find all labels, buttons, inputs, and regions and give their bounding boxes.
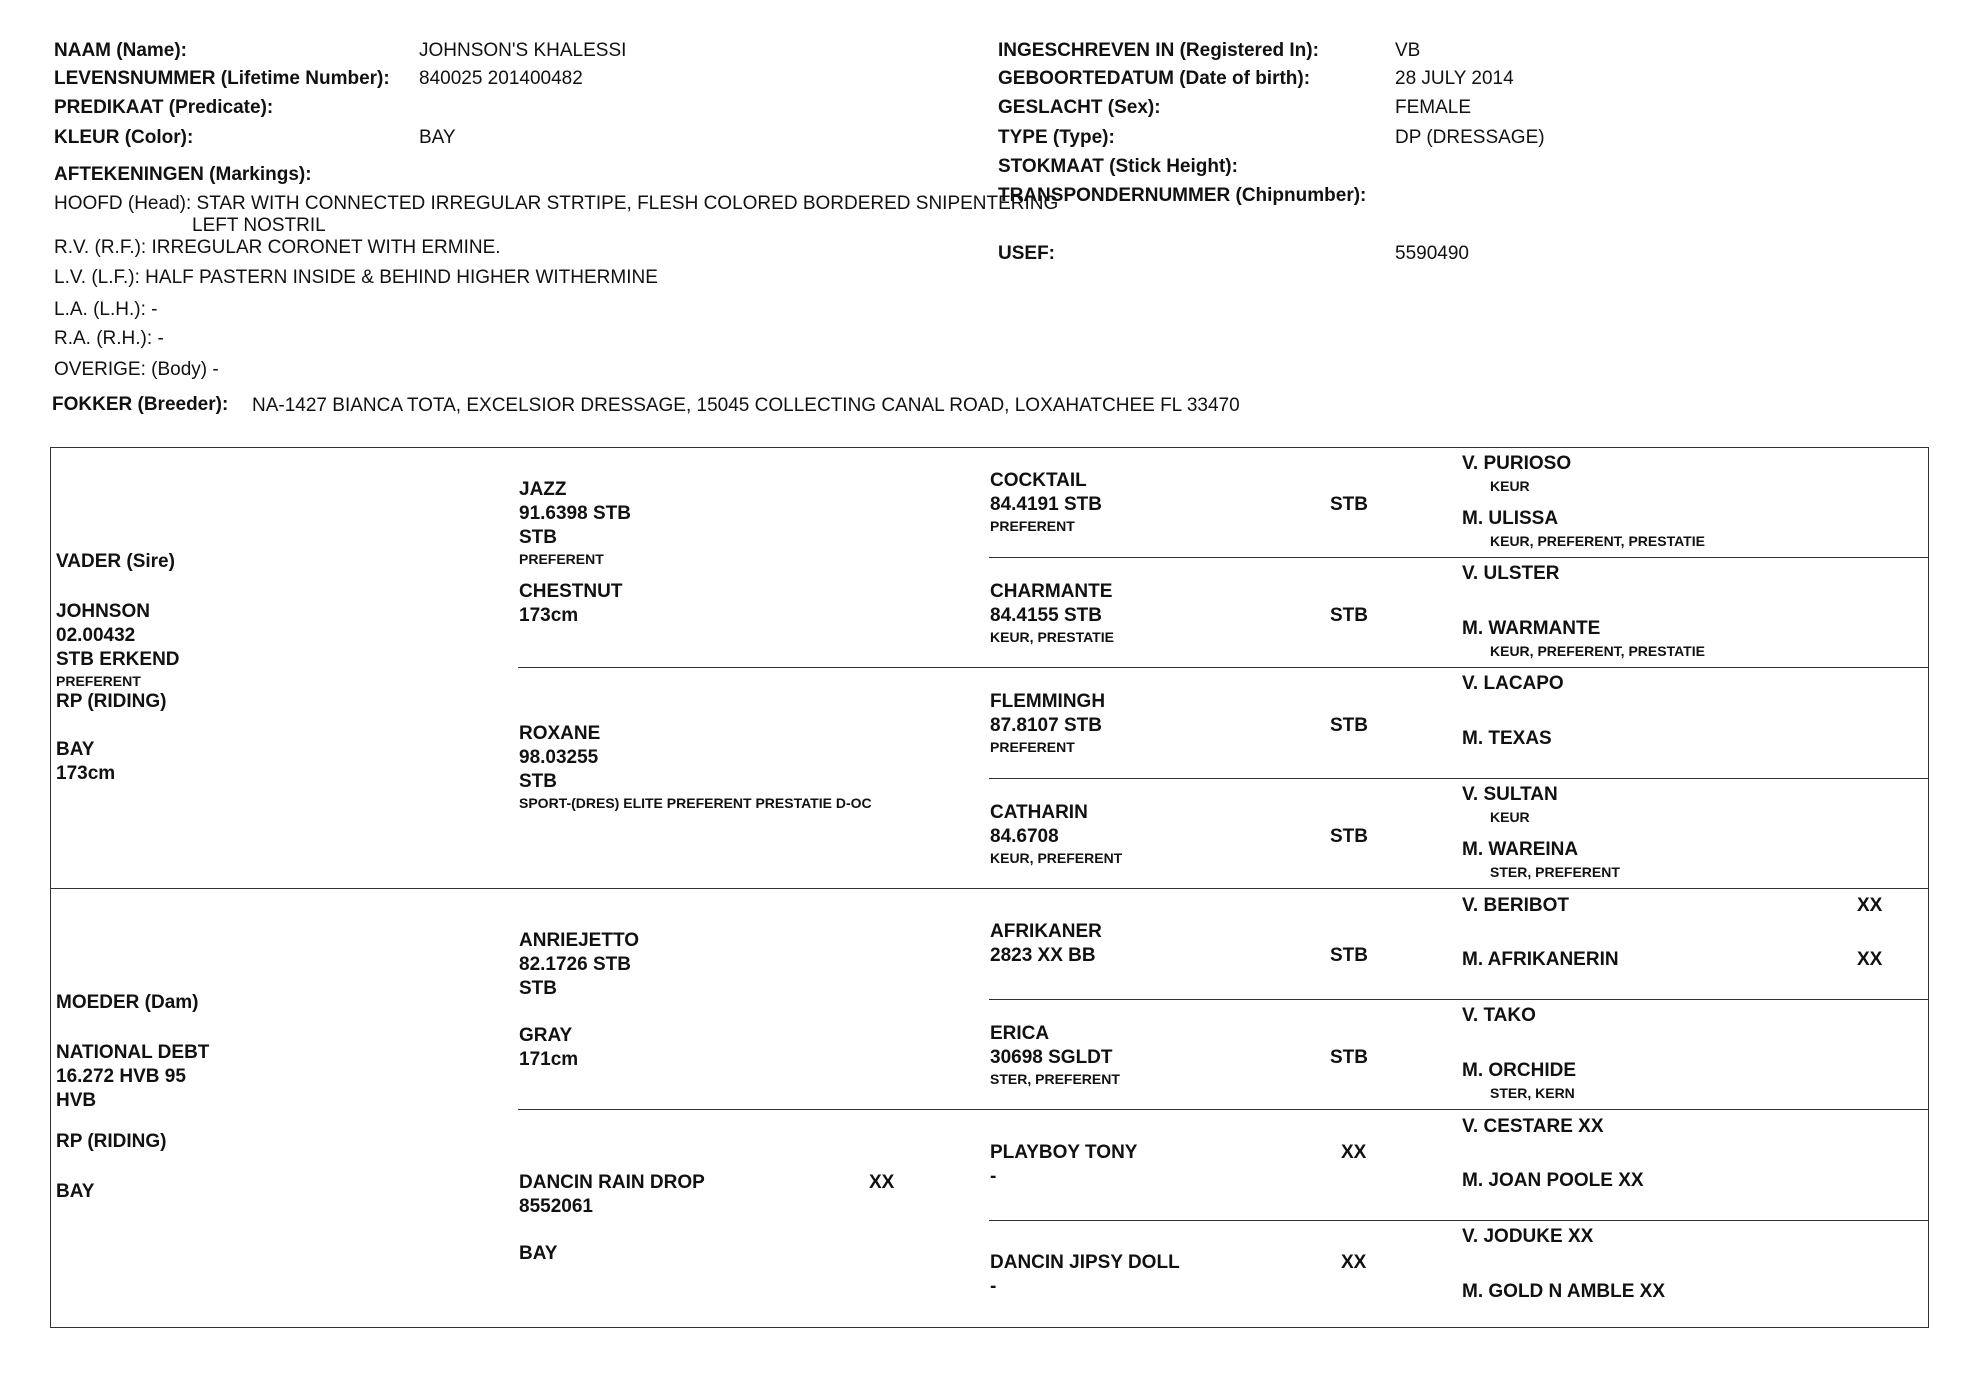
sire-studbook: STB ERKEND [56,649,180,670]
ggp-number: 84.6708 [990,826,1059,847]
grandparent-color: GRAY [519,1025,573,1046]
gggp-sire-4-predicate: KEUR [1490,809,1530,825]
gggp-dam-5: M. AFRIKANERIN [1462,949,1619,970]
gggp-sire-8: V. JODUKE XX [1462,1226,1594,1247]
sire-color: BAY [56,739,95,760]
dam-number: 16.272 HVB 95 [56,1066,186,1087]
ggp-number: 2823 XX BB [990,945,1096,966]
gggp-sire-5-xx: XX [1857,895,1883,916]
great-grandparent-1 [990,469,1102,535]
gggp-dam-5-xx: XX [1857,949,1883,970]
color-value: BAY [419,127,456,148]
gggp-dam-4: M. WAREINA [1462,839,1579,860]
sex-label: GESLACHT (Sex): [998,97,1161,118]
grandparent-1 [519,478,631,628]
ggp-number: 84.4155 STB [990,605,1102,626]
ggp-number: - [990,1276,997,1297]
grandparent-number: 8552061 [519,1196,593,1217]
sire-block [56,550,180,786]
gggp-dam-4-predicate: STER, PREFERENT [1490,864,1620,880]
grandparent-color: BAY [519,1243,558,1264]
grandparent-2 [519,722,872,812]
gggp-sire-5: V. BERIBOT [1462,895,1569,916]
gggp-sire-2: V. ULSTER [1462,563,1560,584]
gggp-dam-2-predicate: KEUR, PREFERENT, PRESTATIE [1490,643,1705,659]
type-value: DP (DRESSAGE) [1395,127,1545,148]
ggp-name: CHARMANTE [990,581,1113,602]
ggp-name: COCKTAIL [990,470,1087,491]
sex-value: FEMALE [1395,97,1472,118]
type-label: TYPE (Type): [998,127,1115,148]
gggp-sire-1-predicate: KEUR [1490,478,1530,494]
grandparent-4-xx: XX [869,1172,895,1193]
grandparent-3 [519,929,639,1072]
grandparent-studbook: STB [519,527,557,548]
marking-left-fore: L.V. (L.F.): HALF PASTERN INSIDE & BEHIND HIGHER WITHERMINE [54,267,658,288]
grandparent-number: 82.1726 STB [519,954,631,975]
name-value: JOHNSON'S KHALESSI [419,40,627,61]
great-grandparent-8 [990,1251,1180,1299]
date-of-birth-value: 28 JULY 2014 [1395,68,1514,89]
gggp-dam-3: M. TEXAS [1462,728,1552,749]
divider-gen2-upper [518,667,1929,668]
grandparent-studbook: STB [519,771,557,792]
grandparent-name: ROXANE [519,723,601,744]
marking-head: HOOFD (Head): STAR WITH CONNECTED IRREGULAR STRTIPE, FLESH COLORED BORDERED SNIPENTERING [54,193,1059,214]
gggp-dam-2: M. WARMANTE [1462,618,1601,639]
dam-type: RP (RIDING) [56,1131,167,1152]
breeder-value: NA-1427 BIANCA TOTA, EXCELSIOR DRESSAGE, 15045 COLLECTING CANAL ROAD, LOXAHATCHEE FL 33470 [252,395,1240,416]
grandparent-name: DANCIN RAIN DROP [519,1172,705,1193]
sire-title: VADER (Sire) [56,551,175,572]
registered-in-label: INGESCHREVEN IN (Registered In): [998,40,1319,61]
gggp-sire-1: V. PURIOSO [1462,453,1572,474]
chipnumber-label: TRANSPONDERNUMMER (Chipnumber): [998,185,1367,206]
ggp-name: FLEMMINGH [990,691,1106,712]
ggp-predicate: STER, PREFERENT [990,1071,1120,1087]
sire-name: JOHNSON [56,601,150,622]
markings-title: AFTEKENINGEN (Markings): [54,164,312,185]
grandparent-4 [519,1171,705,1266]
grandparent-number: 98.03255 [519,747,599,768]
grandparent-color: CHESTNUT [519,581,623,602]
marking-right-hind: R.A. (R.H.): - [54,328,164,349]
dam-color: BAY [56,1181,95,1202]
ggp-predicate: PREFERENT [990,739,1075,755]
ggp-name: AFRIKANER [990,921,1102,942]
ggp-predicate: KEUR, PRESTATIE [990,629,1114,645]
grandparent-predicate: SPORT-(DRES) ELITE PREFERENT PRESTATIE D-OC [519,795,872,811]
gggp-sire-6: V. TAKO [1462,1005,1536,1026]
ggp-number: - [990,1166,997,1187]
divider-gen3-2 [989,778,1929,779]
sire-type: RP (RIDING) [56,691,167,712]
ggp-8-studbook: XX [1341,1252,1367,1273]
date-of-birth-label: GEBOORTEDATUM (Date of birth): [998,68,1311,89]
marking-right-fore: R.V. (R.F.): IRREGULAR CORONET WITH ERMINE. [54,237,501,258]
gggp-dam-6: M. ORCHIDE [1462,1060,1576,1081]
grandparent-name: ANRIEJETTO [519,930,640,951]
ggp-name: PLAYBOY TONY [990,1142,1138,1163]
great-grandparent-6 [990,1022,1120,1088]
great-grandparent-5 [990,920,1102,968]
ggp-4-studbook: STB [1330,826,1368,847]
gggp-dam-1-predicate: KEUR, PREFERENT, PRESTATIE [1490,533,1705,549]
marking-head-continued: LEFT NOSTRIL [192,215,326,236]
great-grandparent-3 [990,690,1105,756]
marking-body: OVERIGE: (Body) - [54,359,219,380]
ggp-number: 87.8107 STB [990,715,1102,736]
breeder-label: FOKKER (Breeder): [52,394,229,415]
ggp-5-studbook: STB [1330,945,1368,966]
sire-dam-divider [50,888,1929,889]
sire-height: 173cm [56,763,116,784]
gggp-dam-1: M. ULISSA [1462,508,1559,529]
ggp-number: 84.4191 STB [990,494,1102,515]
grandparent-height: 173cm [519,605,579,626]
gggp-sire-4: V. SULTAN [1462,784,1558,805]
grandparent-number: 91.6398 STB [519,503,631,524]
ggp-1-studbook: STB [1330,494,1368,515]
great-grandparent-4 [990,801,1122,867]
great-grandparent-2 [990,580,1114,646]
marking-left-hind: L.A. (L.H.): - [54,299,158,320]
ggp-predicate: PREFERENT [990,518,1075,534]
registered-in-value: VB [1395,40,1421,61]
grandparent-predicate: PREFERENT [519,551,604,567]
ggp-6-studbook: STB [1330,1047,1368,1068]
gggp-dam-8: M. GOLD N AMBLE XX [1462,1281,1666,1302]
gggp-dam-7: M. JOAN POOLE XX [1462,1170,1644,1191]
divider-gen3-1 [989,557,1929,558]
lifetime-number-value: 840025 201400482 [419,68,583,89]
grandparent-studbook: STB [519,978,557,999]
sire-predicate: PREFERENT [56,673,141,689]
divider-gen3-4 [989,1220,1929,1221]
ggp-predicate: KEUR, PREFERENT [990,850,1123,866]
ggp-3-studbook: STB [1330,715,1368,736]
ggp-number: 30698 SGLDT [990,1047,1113,1068]
dam-studbook: HVB [56,1090,97,1111]
grandparent-name: JAZZ [519,479,567,500]
ggp-name: ERICA [990,1023,1050,1044]
name-label: NAAM (Name): [54,40,187,61]
sire-number: 02.00432 [56,625,136,646]
stick-height-label: STOKMAAT (Stick Height): [998,156,1238,177]
lifetime-number-label: LEVENSNUMMER (Lifetime Number): [54,68,390,89]
color-label: KLEUR (Color): [54,127,194,148]
divider-gen2-lower [518,1109,1929,1110]
gggp-sire-7: V. CESTARE XX [1462,1116,1604,1137]
ggp-2-studbook: STB [1330,605,1368,626]
divider-gen3-3 [989,999,1929,1000]
dam-block [56,991,209,1204]
gggp-dam-6-predicate: STER, KERN [1490,1085,1575,1101]
dam-title: MOEDER (Dam) [56,992,199,1013]
usef-value: 5590490 [1395,243,1469,264]
usef-label: USEF: [998,243,1055,264]
ggp-name: CATHARIN [990,802,1088,823]
predicate-label: PREDIKAAT (Predicate): [54,97,274,118]
gggp-sire-3: V. LACAPO [1462,673,1564,694]
grandparent-height: 171cm [519,1049,579,1070]
ggp-name: DANCIN JIPSY DOLL [990,1252,1180,1273]
ggp-7-studbook: XX [1341,1142,1367,1163]
great-grandparent-7 [990,1141,1137,1189]
dam-name: NATIONAL DEBT [56,1042,210,1063]
